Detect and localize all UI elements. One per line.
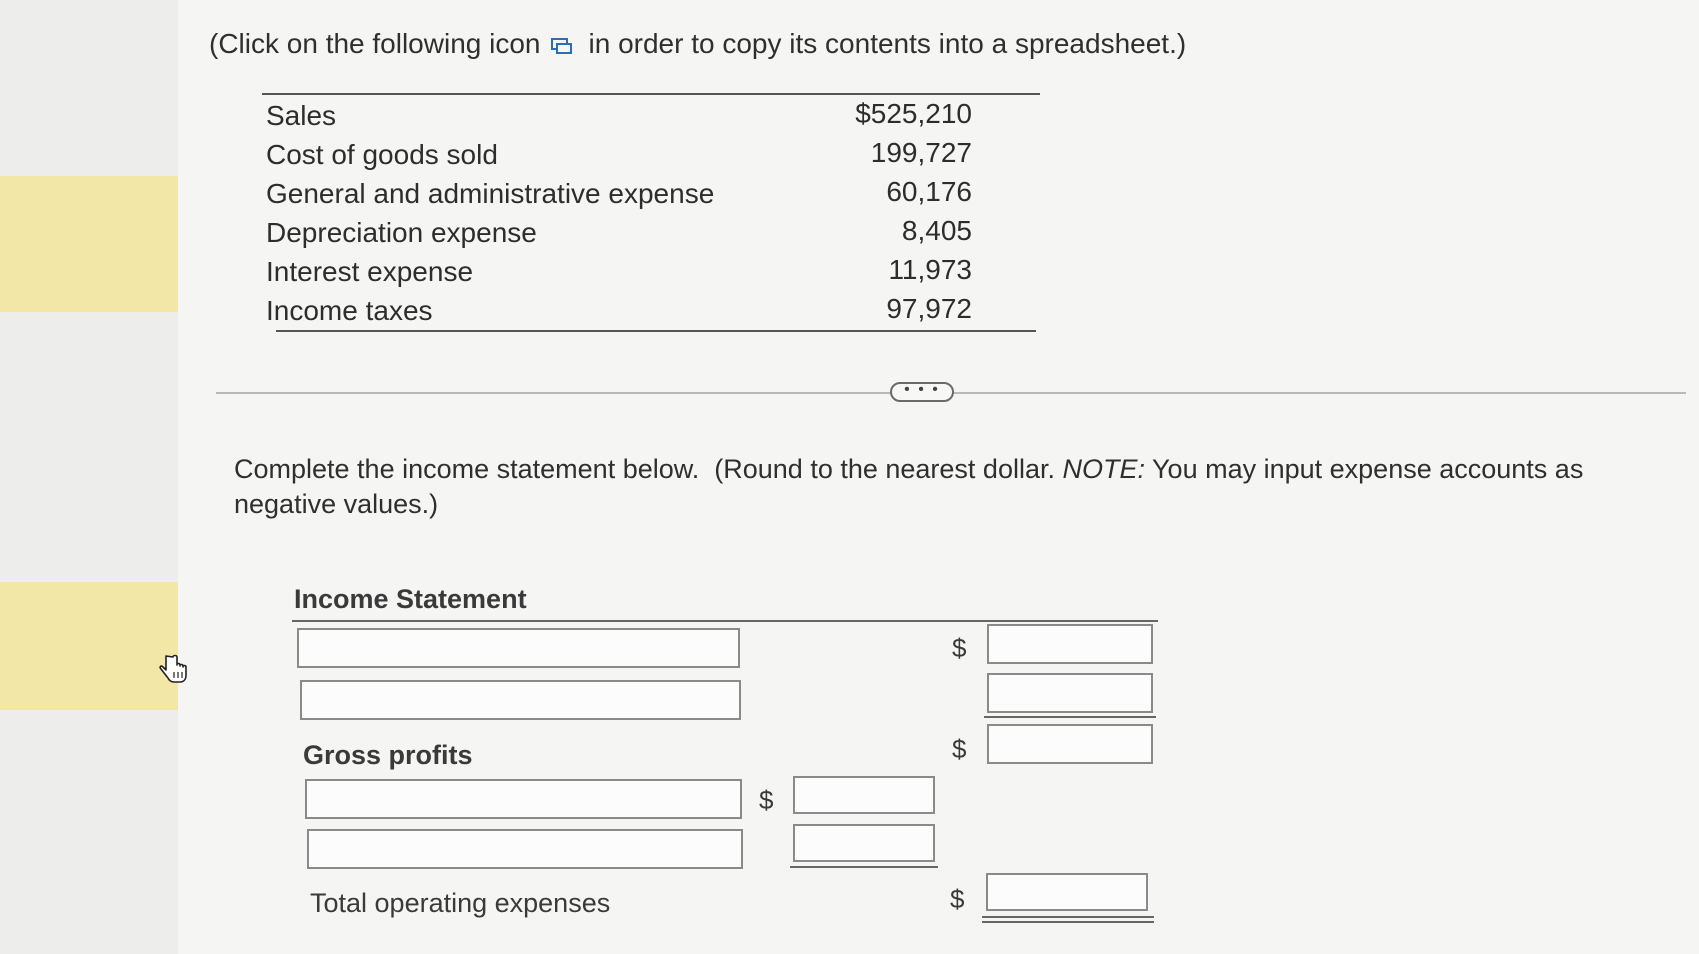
currency-symbol: $ xyxy=(952,633,967,663)
table-row xyxy=(266,174,1040,213)
directions-note-text: You may input expense accounts as negative values.) xyxy=(234,454,1584,519)
operating-expense-account-input-1[interactable] xyxy=(305,779,742,819)
currency-symbol: $ xyxy=(952,734,967,764)
total-operating-expenses-amount-input[interactable] xyxy=(986,873,1148,911)
table-row xyxy=(266,96,1040,135)
total-operating-expenses-label: Total operating expenses xyxy=(310,888,611,918)
left-margin xyxy=(0,0,179,954)
table-row xyxy=(266,213,1040,252)
row-label: Interest expense xyxy=(266,256,474,287)
row-value: 11,973 xyxy=(888,254,972,285)
cogs-underline xyxy=(984,716,1156,718)
row-value: $525,210 xyxy=(855,98,972,129)
directions-round: (Round to the nearest dollar. xyxy=(714,454,1055,484)
data-table xyxy=(266,96,1040,330)
row-value: 97,972 xyxy=(886,293,972,324)
row-value: 199,727 xyxy=(870,137,972,168)
row-label: Sales xyxy=(266,100,337,131)
expand-more-button[interactable]: • • • xyxy=(890,382,954,402)
copy-spreadsheet-icon[interactable] xyxy=(551,30,573,48)
operating-expense-underline xyxy=(790,866,938,868)
instruction-text-end: in order to copy its contents into a spreadsheet.) xyxy=(588,28,1187,59)
directions-note-label: NOTE: xyxy=(1062,454,1146,484)
table-row xyxy=(266,135,1040,174)
table-row xyxy=(266,252,1040,291)
gross-profits-label: Gross profits xyxy=(303,740,473,770)
copy-instruction xyxy=(209,28,1186,60)
operating-expense-account-input-2[interactable] xyxy=(307,829,743,869)
operating-expense-amount-input-1[interactable] xyxy=(793,776,935,814)
currency-symbol: $ xyxy=(759,785,774,815)
directions-text xyxy=(234,452,1614,522)
row-label: Income taxes xyxy=(266,295,433,326)
income-statement-header-rule xyxy=(292,620,1158,622)
total-double-underline-2 xyxy=(982,921,1154,923)
row-label: Depreciation expense xyxy=(266,217,537,248)
revenue-account-input[interactable] xyxy=(297,628,740,668)
table-top-rule xyxy=(262,93,1040,95)
table-bottom-rule xyxy=(276,330,1036,332)
income-statement-title: Income Statement xyxy=(294,584,527,614)
row-label: Cost of goods sold xyxy=(266,139,498,170)
gross-profits-amount-input[interactable] xyxy=(987,724,1153,764)
table-row xyxy=(266,291,1040,330)
currency-symbol: $ xyxy=(950,884,965,914)
cogs-amount-input[interactable] xyxy=(987,673,1153,713)
row-value: 60,176 xyxy=(886,176,972,207)
directions-main: Complete the income statement below. xyxy=(234,454,700,484)
hand-pointer-icon xyxy=(158,652,192,686)
row-highlight-top xyxy=(0,176,186,312)
row-value: 8,405 xyxy=(901,215,972,246)
total-double-underline-1 xyxy=(982,916,1154,918)
cogs-account-input[interactable] xyxy=(300,680,741,720)
row-label: General and administrative expense xyxy=(266,178,715,209)
operating-expense-amount-input-2[interactable] xyxy=(793,824,935,862)
revenue-amount-input[interactable] xyxy=(987,624,1153,664)
instruction-text-start: (Click on the following icon xyxy=(209,28,541,59)
